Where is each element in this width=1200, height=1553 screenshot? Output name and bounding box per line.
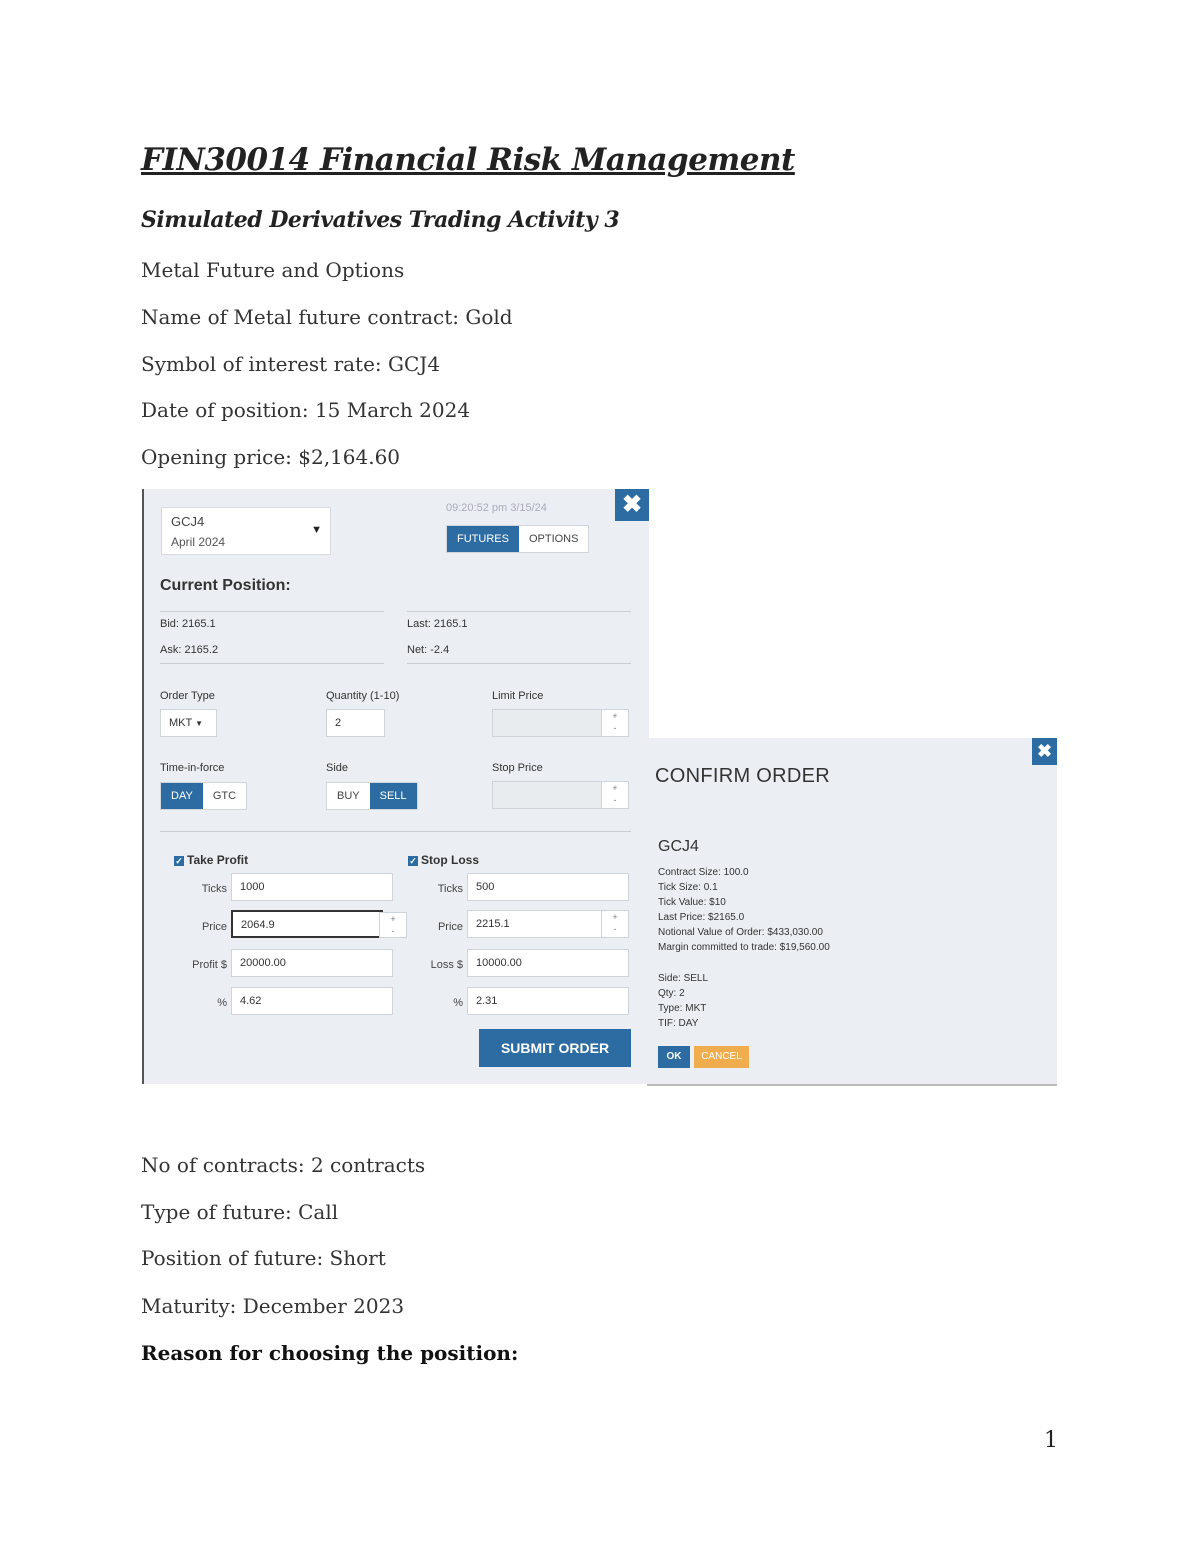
tif-gtc-button[interactable]: GTC xyxy=(212,790,237,802)
doc-line-contracts: No of contracts: 2 contracts xyxy=(141,1153,426,1177)
contract-size: Contract Size: 100.0 xyxy=(658,867,749,878)
sl-loss-input[interactable]: 10000.00 xyxy=(467,949,629,977)
sl-price-label: Price xyxy=(437,921,463,933)
tick-value: Tick Value: $10 xyxy=(658,897,726,908)
document-subtitle: Simulated Derivatives Trading Activity 3 xyxy=(141,207,620,233)
quantity-input[interactable]: 2 xyxy=(326,709,385,737)
close-icon[interactable]: ✖ xyxy=(1032,738,1057,765)
divider xyxy=(407,663,631,664)
current-position-heading: Current Position: xyxy=(160,577,291,594)
futures-options-toggle xyxy=(446,525,589,553)
side-label: Side xyxy=(326,762,349,774)
spinner-icon[interactable]: + - xyxy=(601,911,628,937)
doc-line-date: Date of position: 15 March 2024 xyxy=(141,398,471,422)
divider xyxy=(407,611,631,612)
confirm-title: CONFIRM ORDER xyxy=(655,765,831,787)
confirm-order-dialog xyxy=(647,738,1057,1086)
tp-profit-input[interactable]: 20000.00 xyxy=(231,949,393,977)
symbol-month: April 2024 xyxy=(171,535,226,549)
quantity-label: Quantity (1-10) xyxy=(326,690,400,702)
order-type-label: Order Type xyxy=(160,690,215,702)
last-value: Last: 2165.1 xyxy=(407,618,468,630)
limit-price-label: Limit Price xyxy=(492,690,544,702)
sl-ticks-label: Ticks xyxy=(437,883,463,895)
symbol-code: GCJ4 xyxy=(171,514,205,529)
caret-down-icon: ▼ xyxy=(311,524,322,536)
take-profit-checkbox[interactable] xyxy=(174,853,248,867)
tp-price-value: 2064.9 xyxy=(241,919,275,931)
tif-day-button[interactable]: DAY xyxy=(161,783,203,809)
sell-button[interactable]: SELL xyxy=(370,783,417,809)
doc-line-position: Position of future: Short xyxy=(141,1246,386,1270)
notional-value: Notional Value of Order: $433,030.00 xyxy=(658,927,823,938)
sl-pct-input[interactable]: 2.31 xyxy=(467,987,629,1015)
ok-button[interactable]: OK xyxy=(658,1046,690,1068)
page-number: 1 xyxy=(1044,1428,1058,1453)
submit-order-button[interactable]: SUBMIT ORDER xyxy=(479,1029,631,1067)
checkmark-icon: ✓ xyxy=(409,855,417,866)
spinner-icon[interactable]: + - xyxy=(379,912,407,938)
sl-price-input[interactable] xyxy=(467,910,629,938)
tif-toggle xyxy=(160,782,247,810)
tp-price-input[interactable] xyxy=(231,910,396,938)
buy-button[interactable]: BUY xyxy=(337,790,360,802)
stop-loss-label: Stop Loss xyxy=(421,853,480,867)
tp-pct-label: % xyxy=(217,997,227,1009)
tp-ticks-label: Ticks xyxy=(201,883,227,895)
spinner-icon[interactable]: + - xyxy=(601,710,628,736)
bid-value: Bid: 2165.1 xyxy=(160,618,216,630)
tp-pct-input[interactable]: 4.62 xyxy=(231,987,393,1015)
doc-line-opening-price: Opening price: $2,164.60 xyxy=(141,445,401,469)
sl-loss-label: Loss $ xyxy=(430,959,463,971)
sl-ticks-input[interactable]: 500 xyxy=(467,873,629,901)
order-type-select[interactable] xyxy=(160,709,217,737)
net-value: Net: -2.4 xyxy=(407,644,450,656)
tp-profit-label: Profit $ xyxy=(192,959,227,971)
trade-panel xyxy=(142,489,649,1084)
tp-price-label: Price xyxy=(201,921,227,933)
doc-line-category: Metal Future and Options xyxy=(141,258,405,282)
ask-value: Ask: 2165.2 xyxy=(160,644,219,656)
tab-options[interactable]: OPTIONS xyxy=(528,533,579,545)
tab-futures[interactable]: FUTURES xyxy=(447,526,519,552)
stop-loss-checkbox[interactable] xyxy=(408,853,479,867)
stop-price-label: Stop Price xyxy=(492,762,543,774)
confirm-tif: TIF: DAY xyxy=(658,1018,699,1029)
divider xyxy=(160,663,384,664)
document-title: FIN30014 Financial Risk Management xyxy=(141,142,795,178)
confirm-symbol: GCJ4 xyxy=(658,838,699,855)
checkmark-icon: ✓ xyxy=(175,855,183,866)
doc-line-future-type: Type of future: Call xyxy=(141,1200,339,1224)
doc-line-contract-name: Name of Metal future contract: Gold xyxy=(141,305,513,329)
tp-ticks-input[interactable]: 1000 xyxy=(231,873,393,901)
divider xyxy=(160,831,631,832)
last-price: Last Price: $2165.0 xyxy=(658,912,745,923)
limit-price-input[interactable] xyxy=(492,709,629,737)
reason-heading: Reason for choosing the position: xyxy=(141,1341,519,1365)
close-icon[interactable]: ✖ xyxy=(615,489,649,521)
side-toggle xyxy=(326,782,418,810)
margin-committed: Margin committed to trade: $19,560.00 xyxy=(658,942,830,953)
confirm-type: Type: MKT xyxy=(658,1003,707,1014)
tif-label: Time-in-force xyxy=(160,762,225,774)
doc-line-symbol: Symbol of interest rate: GCJ4 xyxy=(141,352,441,376)
spinner-icon[interactable]: + - xyxy=(601,782,628,808)
sl-price-value: 2215.1 xyxy=(476,918,510,930)
tick-size: Tick Size: 0.1 xyxy=(658,882,718,893)
confirm-side: Side: SELL xyxy=(658,973,709,984)
stop-price-input[interactable] xyxy=(492,781,629,809)
sl-pct-label: % xyxy=(453,997,463,1009)
order-type-value: MKT xyxy=(169,717,193,729)
cancel-button[interactable]: CANCEL xyxy=(694,1046,749,1068)
timestamp: 09:20:52 pm 3/15/24 xyxy=(446,502,547,514)
confirm-qty: Qty: 2 xyxy=(658,988,685,999)
divider xyxy=(160,611,384,612)
doc-line-maturity: Maturity: December 2023 xyxy=(141,1294,405,1318)
caret-down-icon: ▼ xyxy=(195,719,204,728)
symbol-select[interactable] xyxy=(161,507,331,555)
take-profit-label: Take Profit xyxy=(187,853,249,867)
